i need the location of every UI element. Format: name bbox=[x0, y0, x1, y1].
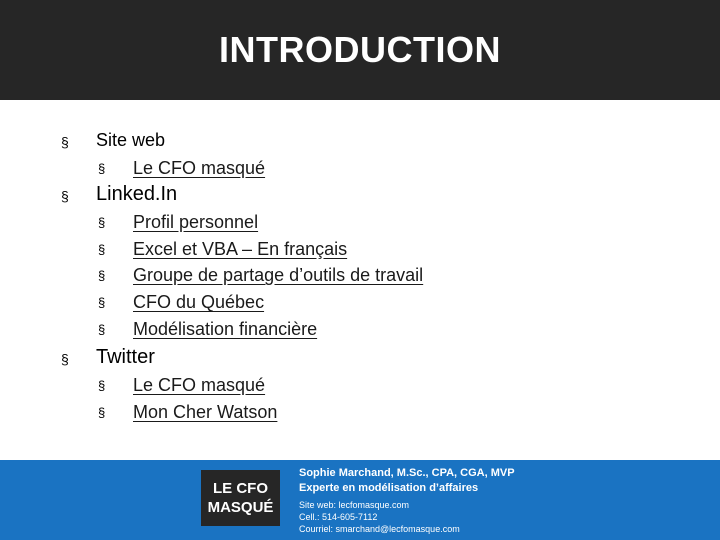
bullet-icon: § bbox=[61, 351, 69, 367]
link-groupe-partage[interactable]: Groupe de partage d’outils de travail bbox=[133, 265, 424, 285]
author-name: Sophie Marchand, M.Sc., CPA, CGA, MVP bbox=[299, 467, 515, 479]
link-site-le-cfo-masque[interactable]: Le CFO masqué bbox=[133, 158, 266, 178]
contact-block bbox=[299, 466, 515, 535]
author-role: Experte en modélisation d’affaires bbox=[299, 482, 479, 494]
bullet-icon: § bbox=[98, 322, 106, 337]
logo-line-2: MASQUÉ bbox=[207, 499, 274, 516]
logo-line-1: LE CFO bbox=[213, 480, 268, 497]
bullet-icon: § bbox=[98, 161, 106, 176]
section-label: Site web bbox=[96, 130, 166, 150]
logo bbox=[201, 470, 280, 526]
bullet-icon: § bbox=[98, 215, 106, 230]
slide-title: INTRODUCTION bbox=[219, 29, 501, 70]
link-mon-cher-watson[interactable]: Mon Cher Watson bbox=[133, 402, 278, 422]
bullet-icon: § bbox=[98, 295, 106, 310]
link-profil-personnel[interactable]: Profil personnel bbox=[133, 212, 259, 232]
link-twitter-le-cfo-masque[interactable]: Le CFO masqué bbox=[133, 375, 266, 395]
link-excel-vba[interactable]: Excel et VBA – En français bbox=[133, 239, 348, 259]
link-cfo-quebec[interactable]: CFO du Québec bbox=[133, 292, 265, 312]
section-label: Linked.In bbox=[96, 183, 178, 205]
bullet-icon: § bbox=[98, 242, 106, 257]
link-modelisation-financiere[interactable]: Modélisation financière bbox=[133, 319, 318, 339]
bullet-icon: § bbox=[61, 134, 69, 150]
section-label: Twitter bbox=[96, 346, 155, 368]
contact-cell: Cell.: 514-605-7112 bbox=[299, 512, 378, 522]
bullet-icon: § bbox=[98, 405, 106, 420]
contact-site: Site web: lecfomasque.com bbox=[299, 500, 410, 510]
bullet-icon: § bbox=[61, 188, 69, 204]
bullet-icon: § bbox=[98, 378, 106, 393]
contact-email: Courriel: smarchand@lecfomasque.com bbox=[299, 524, 460, 534]
bullet-icon: § bbox=[98, 268, 106, 283]
